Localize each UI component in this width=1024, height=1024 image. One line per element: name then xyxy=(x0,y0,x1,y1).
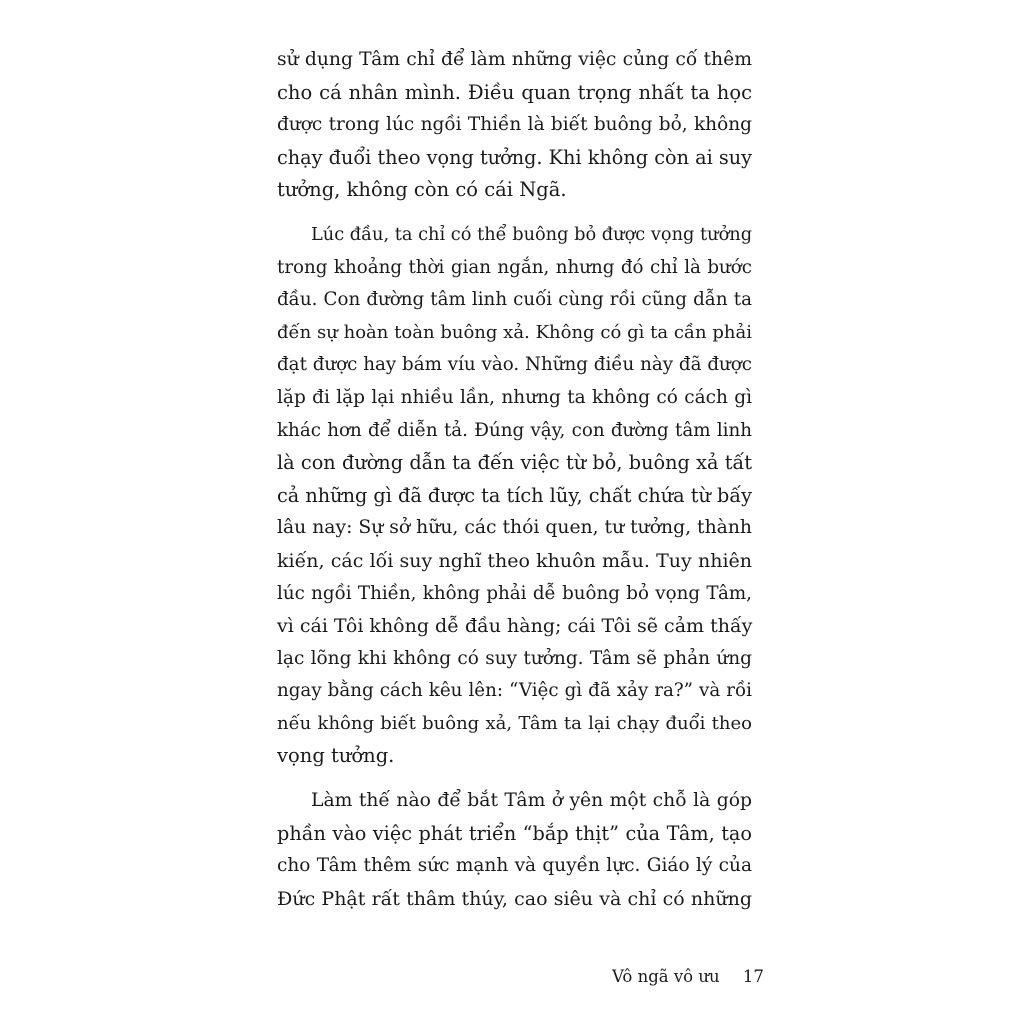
text-line: Làm thế nào để bắt Tâm ở yên một chỗ là góp xyxy=(311,790,752,812)
text-line: được trong lúc ngồi Thiền là biết buông bỏ, không xyxy=(277,114,752,136)
text-line: là con đường dẫn ta đến việc từ bỏ, buông xả tất xyxy=(277,451,752,475)
text-line: phần vào việc phát triển “bắp thịt” của Tâm, tạo xyxy=(277,821,752,845)
page-footer xyxy=(612,967,764,986)
text-line: Lúc đầu, ta chỉ có thể buông bỏ được vọng tưởng xyxy=(311,224,753,245)
paragraph-1 xyxy=(277,44,752,207)
text-line: cho cá nhân mình. Điều quan trọng nhất ta học xyxy=(277,80,752,104)
paragraph-2 xyxy=(277,219,752,773)
text-line: nếu không biết buông xả, Tâm ta lại chạy đuổi theo xyxy=(277,712,752,734)
text-line: lúc ngồi Thiền, không phải dễ buông bỏ vọng Tâm, xyxy=(277,582,752,604)
text-line: vọng tưởng. xyxy=(277,744,395,768)
text-line: sử dụng Tâm chỉ để làm những việc củng cố thêm xyxy=(277,49,752,70)
text-line: lặp đi lặp lại nhiều lần, nhưng ta không có cách gì xyxy=(277,386,752,408)
text-line: đến sự hoàn toàn buông xả. Không có gì ta cần phải xyxy=(277,321,752,343)
page-body xyxy=(277,44,752,915)
text-line: tưởng, không còn có cái Ngã. xyxy=(277,178,567,202)
text-line: Đức Phật rất thâm thúy, cao siêu và chỉ có những xyxy=(277,887,752,910)
text-line: cho Tâm thêm sức mạnh và quyền lực. Giáo lý của xyxy=(277,855,752,877)
text-line: vì cái Tôi không dễ đầu hàng; cái Tôi sẽ cảm thấy xyxy=(277,615,753,638)
page-number: 17 xyxy=(742,967,764,986)
text-line: trong khoảng thời gian ngắn, nhưng đó chỉ là bước xyxy=(277,256,752,278)
text-line: đầu. Con đường tâm linh cuối cùng rồi cũng dẫn ta xyxy=(277,289,752,311)
text-line: khác hơn để diễn tả. Đúng vậy, con đường tâm linh xyxy=(277,419,752,441)
paragraph-3 xyxy=(277,785,752,915)
text-line: lâu nay: Sự sở hữu, các thói quen, tư tưởng, thành xyxy=(277,517,752,539)
text-line: chạy đuổi theo vọng tưởng. Khi không còn ai suy xyxy=(277,145,752,169)
text-line: ngay bằng cách kêu lên: “Việc gì đã xảy ra?” và rồi xyxy=(277,680,752,702)
text-line: đạt được hay bám víu vào. Những điều này đã được xyxy=(277,354,752,376)
running-title: Vô ngã vô ưu xyxy=(612,967,720,986)
text-line: lạc lõng khi không có suy tưởng. Tâm sẽ phản ứng xyxy=(277,647,752,669)
text-line: cả những gì đã được ta tích lũy, chất chứa từ bấy xyxy=(277,483,753,507)
text-line: kiến, các lối suy nghĩ theo khuôn mẫu. Tuy nhiên xyxy=(277,549,752,572)
